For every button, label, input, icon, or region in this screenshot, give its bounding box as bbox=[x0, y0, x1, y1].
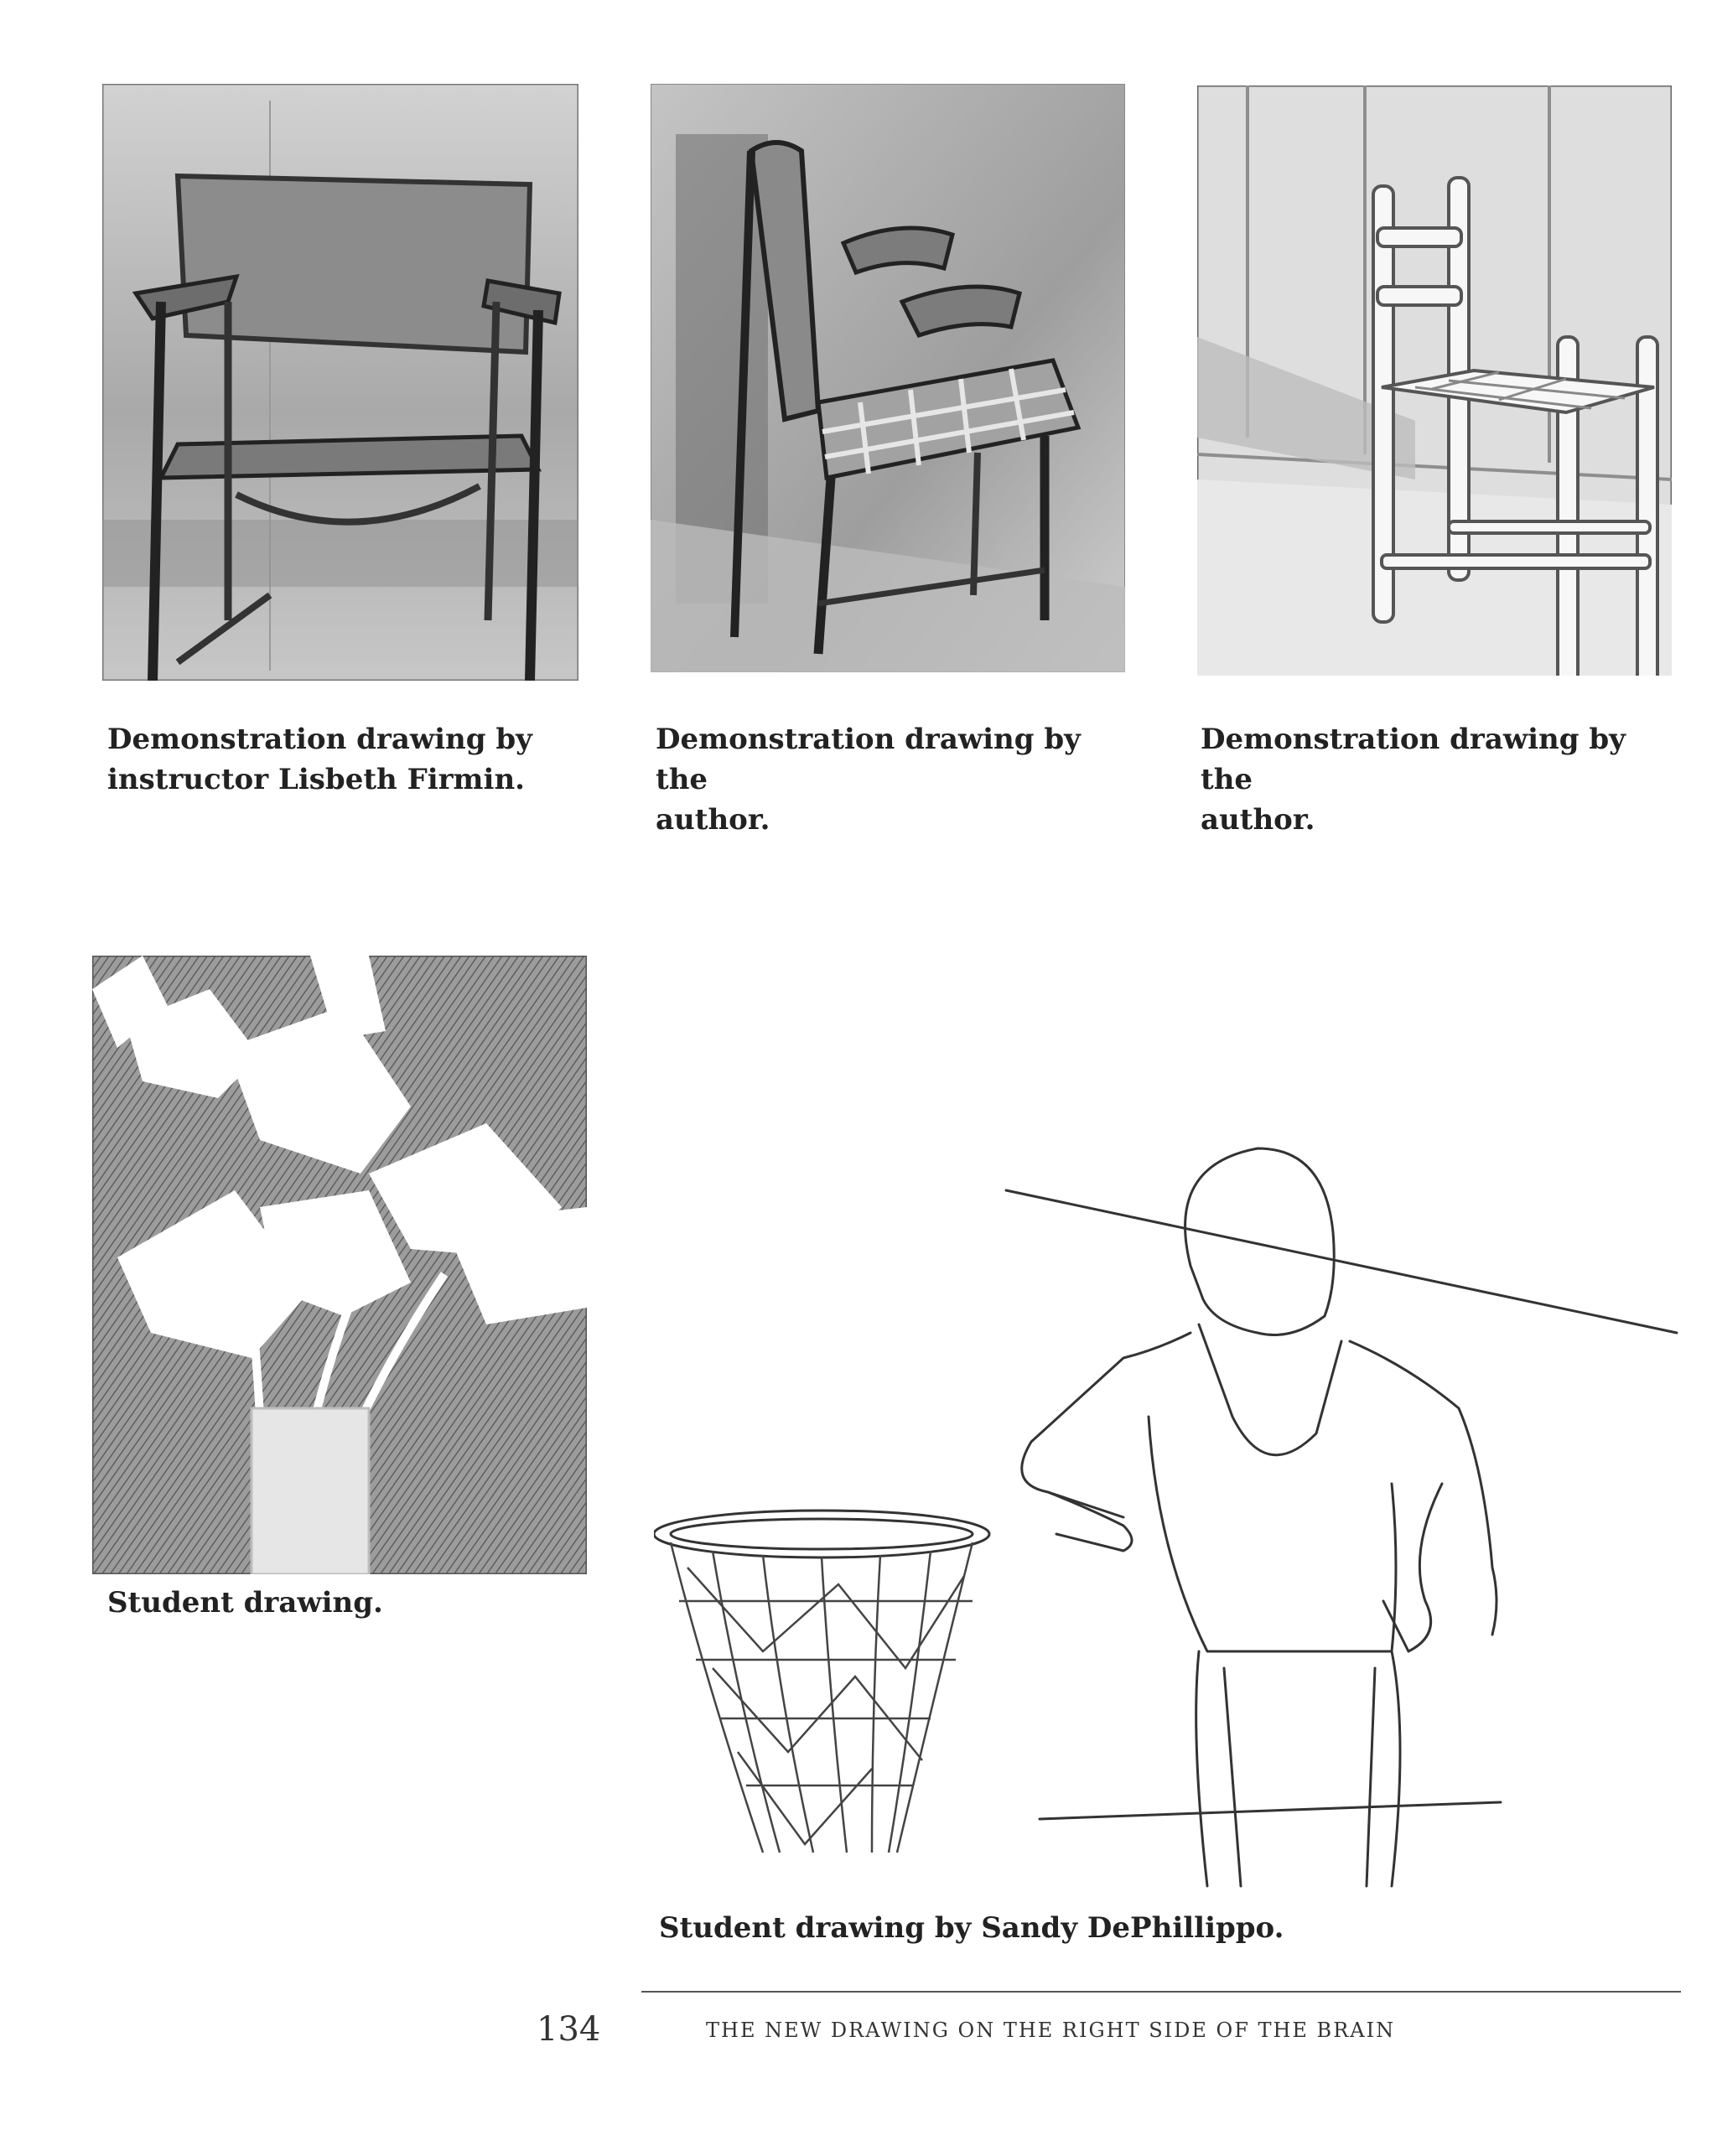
figure-plant bbox=[92, 956, 587, 1574]
chair-drawing-author-1 bbox=[651, 84, 1125, 672]
figure-chair-author-1 bbox=[651, 84, 1125, 672]
caption-basketball: Student drawing by Sandy DePhillippo. bbox=[659, 1911, 1284, 1945]
caption-plant: Student drawing. bbox=[107, 1586, 383, 1620]
footer-rule bbox=[641, 1991, 1681, 1993]
basketball-player-drawing bbox=[654, 1132, 1682, 1890]
figure-basketball-player bbox=[654, 1132, 1682, 1890]
caption-chair-author-2: Demonstration drawing by the author. bbox=[1201, 723, 1626, 837]
plant-drawing bbox=[92, 956, 587, 1574]
chair-drawing-author-2 bbox=[1197, 86, 1672, 676]
page-number: 134 bbox=[537, 2010, 601, 2049]
figure-chair-author-2 bbox=[1197, 86, 1672, 676]
figure-chair-firmin bbox=[102, 84, 578, 681]
caption-chair-firmin: Demonstration drawing by instructor Lisbeth Firmin. bbox=[107, 723, 532, 796]
running-head: THE NEW DRAWING ON THE RIGHT SIDE OF THE BRAIN bbox=[706, 2019, 1396, 2042]
chair-drawing-firmin bbox=[102, 84, 578, 681]
caption-chair-author-1: Demonstration drawing by the author. bbox=[656, 723, 1081, 837]
